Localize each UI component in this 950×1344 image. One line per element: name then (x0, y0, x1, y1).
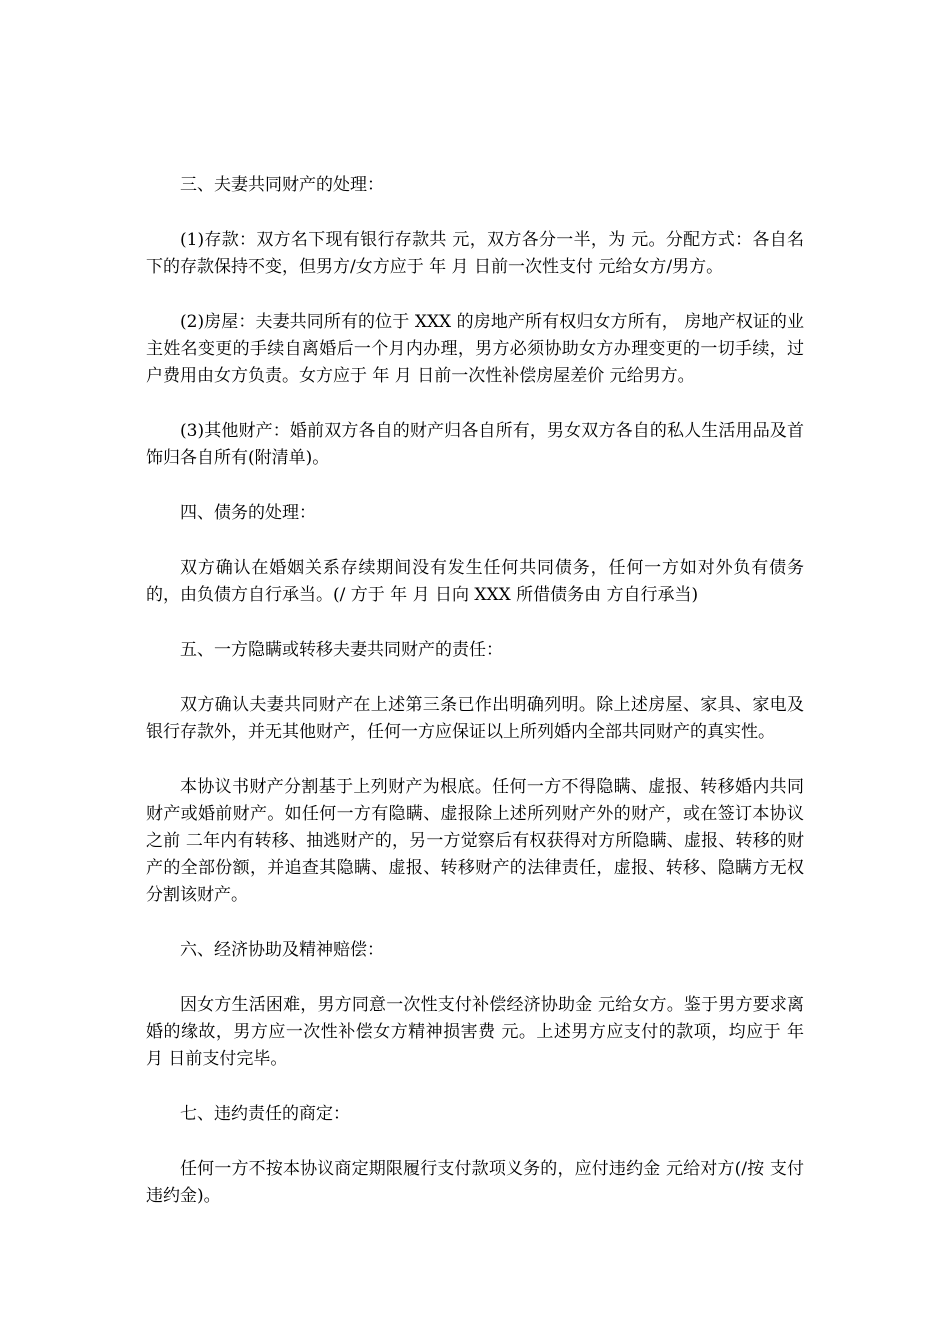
section-heading-property: 三、夫妻共同财产的处理： (180, 175, 384, 195)
document-body (146, 172, 804, 1238)
section-heading-breach: 七、违约责任的商定： (180, 1104, 350, 1124)
paragraph-breach: 任何一方不按本协议商定期限履行支付款项义务的，应付违约金 元给对方(/按 支付违约金)。 (146, 1159, 804, 1206)
paragraph-savings: (1)存款：双方名下现有银行存款共 元，双方各分一半，为 元。分配方式：各自名下的存款保持不变，但男方/女方应于 年 月 日前一次性支付 元给女方/男方。 (146, 230, 804, 277)
paragraph-concealment-liability: 本协议书财产分割基于上列财产为根底。任何一方不得隐瞒、虚报、转移婚内共同财产或婚前财产。如任何一方有隐瞒、虚报除上述所列财产外的财产，或在签订本协议之前 二年内有转移、抽逃财产的，另一方觉察后有权获得对方所隐瞒、虚报、转移的财产的全部份额，并追查其隐瞒、虚报、转移财产的法律责任，虚报、转移、隐瞒方无权分割该财产。 (146, 777, 804, 905)
paragraph-other-property: (3)其他财产：婚前双方各自的财产归各自所有，男女双方各自的私人生活用品及首饰归各自所有(附清单)。 (146, 421, 804, 468)
section-heading-compensation: 六、经济协助及精神赔偿： (180, 940, 384, 960)
paragraph-concealment-confirm: 双方确认夫妻共同财产在上述第三条已作出明确列明。除上述房屋、家具、家电及银行存款外，并无其他财产，任何一方应保证以上所列婚内全部共同财产的真实性。 (146, 695, 804, 742)
paragraph-debts: 双方确认在婚姻关系存续期间没有发生任何共同债务，任何一方如对外负有债务的，由负债方自行承当。(/ 方于 年 月 日向 XXX 所借债务由 方自行承当) (146, 558, 804, 605)
section-heading-debts: 四、债务的处理： (180, 503, 316, 523)
section-heading-concealment: 五、一方隐瞒或转移夫妻共同财产的责任： (180, 640, 503, 660)
paragraph-house: (2)房屋：夫妻共同所有的位于 XXX 的房地产所有权归女方所有， 房地产权证的业主姓名变更的手续自离婚后一个月内办理，男方必须协助女方办理变更的一切手续，过户费用由女方负责。女方应于 年 月 日前一次性补偿房屋差价 元给男方。 (146, 312, 804, 386)
paragraph-compensation: 因女方生活困难，男方同意一次性支付补偿经济协助金 元给女方。鉴于男方要求离婚的缘故，男方应一次性补偿女方精神损害费 元。上述男方应支付的款项，均应于 年 月 日前支付完毕。 (146, 995, 804, 1069)
